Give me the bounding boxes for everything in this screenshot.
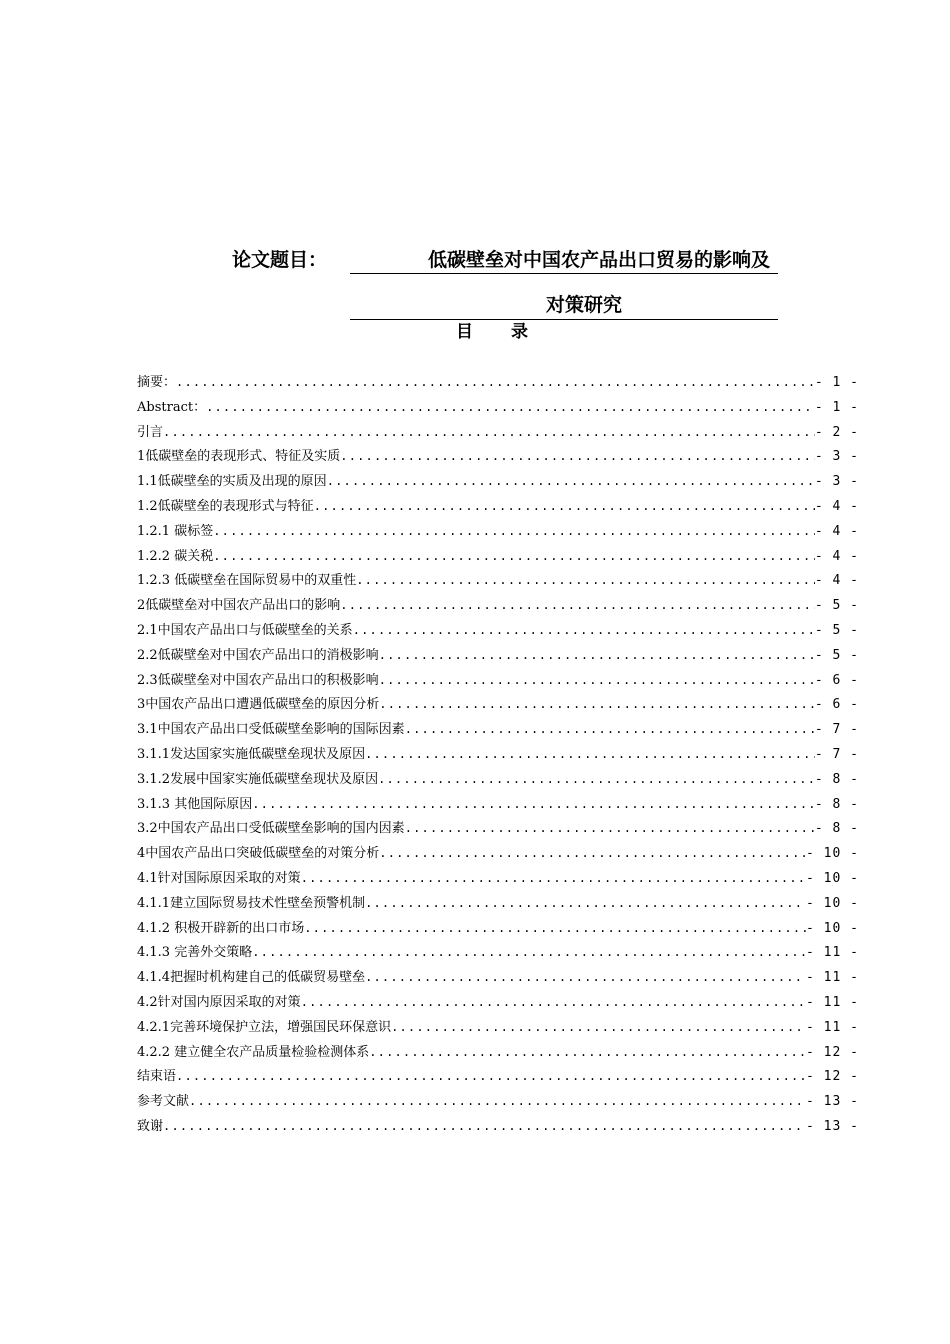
toc-entry-page-number: - 3 - (814, 449, 859, 465)
toc-entry-page-number: - 5 - (814, 622, 859, 638)
toc-entry-page-number: - 11 - (806, 994, 859, 1010)
toc-entry-page-number: - 1 - (814, 399, 859, 415)
toc-entry-page-number: - 13 - (806, 1118, 859, 1134)
toc-dot-leader (405, 717, 815, 742)
toc-entry-page-number: - 12 - (806, 1044, 859, 1060)
toc-entry-title: 结束语 (137, 1069, 177, 1085)
toc-dot-leader (379, 668, 815, 693)
toc-entry-title: 致谢 (137, 1118, 164, 1134)
toc-dot-leader (353, 618, 815, 643)
toc-entry[interactable] (137, 792, 859, 817)
toc-entry-title: 2.3低碳壁垒对中国农产品出口的积极影响 (137, 672, 379, 688)
toc-entry-title: 3.1.1发达国家实施低碳壁垒现状及原因 (137, 746, 366, 762)
toc-entry-page-number: - 6 - (814, 697, 859, 713)
toc-entry-title: 参考文献 (137, 1094, 190, 1110)
toc-entry[interactable] (137, 444, 859, 469)
toc-entry-page-number: - 1 - (814, 375, 859, 390)
toc-dot-leader (252, 940, 806, 965)
toc-entry-page-number: - 12 - (806, 1069, 859, 1085)
toc-entry[interactable] (137, 668, 859, 693)
toc-entry[interactable] (137, 395, 859, 420)
toc-dot-leader (163, 1114, 806, 1139)
toc-entry-page-number: - 10 - (806, 870, 859, 886)
toc-dot-leader (405, 816, 815, 841)
toc-dot-leader (176, 1064, 806, 1089)
toc-entry-page-number: - 11 - (806, 945, 859, 961)
toc-entry-title: 1.2.1 碳标签 (137, 523, 214, 539)
toc-dot-leader (340, 593, 815, 618)
toc-dot-leader (301, 866, 806, 891)
toc-dot-leader (369, 1040, 806, 1065)
toc-dot-leader (213, 519, 815, 544)
toc-entry[interactable] (137, 420, 859, 445)
toc-entry-page-number: - 13 - (806, 1094, 859, 1110)
toc-entry-page-number: - 10 - (806, 846, 859, 862)
toc-entry-page-number: - 4 - (814, 573, 859, 589)
toc-entry[interactable] (137, 544, 859, 569)
toc-dot-leader (314, 494, 815, 519)
toc-entry[interactable] (137, 816, 859, 841)
thesis-title-line-1: 低碳壁垒对中国农产品出口贸易的影响及 (350, 246, 778, 274)
toc-entry-title: 2低碳壁垒对中国农产品出口的影响 (137, 598, 341, 614)
toc-entry-title: 2.1中国农产品出口与低碳壁垒的关系 (137, 622, 353, 638)
thesis-title-line-2: 对策研究 (350, 290, 778, 320)
toc-entry-page-number: - 5 - (814, 647, 859, 663)
toc-entry[interactable] (137, 519, 859, 544)
thesis-title-label: 论文题目： (232, 249, 328, 271)
toc-dot-leader (327, 469, 815, 494)
toc-entry-page-number: - 4 - (814, 523, 859, 539)
toc-entry-title: 4.1.1建立国际贸易技术性壁垒预警机制 (137, 895, 366, 911)
toc-entry[interactable] (137, 469, 859, 494)
toc-entry[interactable] (137, 990, 859, 1015)
toc-entry-page-number: - 10 - (806, 920, 859, 936)
toc-dot-leader (189, 1089, 806, 1114)
toc-entry[interactable] (137, 618, 859, 643)
table-of-contents (137, 370, 859, 1139)
toc-entry[interactable] (137, 717, 859, 742)
toc-entry-page-number: - 8 - (814, 771, 859, 787)
toc-entry-title: 3中国农产品出口遭遇低碳壁垒的原因分析 (137, 697, 380, 713)
toc-dot-leader (365, 965, 806, 990)
toc-entry-page-number: - 6 - (814, 672, 859, 688)
toc-entry-title: 3.1.3 其他国际原因 (137, 796, 253, 812)
toc-entry[interactable] (137, 866, 859, 891)
toc-entry-title: 3.1.2发展中国家实施低碳壁垒现状及原因 (137, 771, 379, 787)
toc-entry-page-number: - 2 - (814, 424, 859, 440)
toc-entry-page-number: - 5 - (814, 598, 859, 614)
toc-entry[interactable] (137, 692, 859, 717)
toc-dot-leader (378, 767, 815, 792)
toc-entry-title: 1.2低碳壁垒的表现形式与特征 (137, 498, 314, 514)
toc-entry-page-number: - 3 - (814, 474, 859, 490)
toc-dot-leader (356, 568, 815, 593)
toc-entry-page-number: - 10 - (806, 895, 859, 911)
toc-entry[interactable] (137, 370, 859, 395)
toc-entry-title: 4.2针对国内原因采取的对策 (137, 994, 301, 1010)
toc-entry-title: 4.1.3 完善外交策略 (137, 945, 253, 961)
toc-entry-page-number: - 11 - (806, 970, 859, 986)
toc-entry[interactable] (137, 965, 859, 990)
toc-entry[interactable] (137, 940, 859, 965)
toc-entry-title: 3.2中国农产品出口受低碳壁垒影响的国内因素 (137, 821, 405, 837)
toc-entry-title: 3.1中国农产品出口受低碳壁垒影响的国际因素 (137, 722, 405, 738)
toc-dot-leader (206, 395, 815, 420)
toc-entry[interactable] (137, 1064, 859, 1089)
toc-entry[interactable] (137, 767, 859, 792)
toc-entry[interactable] (137, 1089, 859, 1114)
toc-entry-title: 4.1针对国际原因采取的对策 (137, 870, 301, 886)
toc-dot-leader (301, 990, 806, 1015)
toc-entry[interactable] (137, 1114, 859, 1139)
toc-dot-leader (365, 742, 815, 767)
toc-dot-leader (252, 792, 815, 817)
toc-entry[interactable] (137, 916, 859, 941)
toc-entry-title: 4.1.2 积极开辟新的出口市场 (137, 920, 305, 936)
toc-entry-page-number: - 7 - (814, 746, 859, 762)
toc-entry-page-number: - 4 - (814, 498, 859, 514)
toc-entry[interactable] (137, 841, 859, 866)
toc-dot-leader (379, 643, 815, 668)
toc-entry-title: Abstract： (137, 399, 207, 415)
toc-dot-leader (391, 1015, 806, 1040)
toc-entry[interactable] (137, 643, 859, 668)
toc-entry-title: 引言 (137, 424, 164, 440)
toc-dot-leader (340, 444, 815, 469)
toc-dot-leader (365, 891, 806, 916)
toc-entry-title: 1.1低碳壁垒的实质及出现的原因 (137, 474, 327, 490)
toc-dot-leader (304, 916, 806, 941)
toc-entry[interactable] (137, 891, 859, 916)
toc-entry-title: 4中国农产品出口突破低碳壁垒的对策分析 (137, 846, 380, 862)
toc-entry-page-number: - 8 - (814, 796, 859, 812)
toc-entry-title: 1.2.3 低碳壁垒在国际贸易中的双重性 (137, 573, 357, 589)
toc-entry[interactable] (137, 1040, 859, 1065)
toc-entry-title: 2.2低碳壁垒对中国农产品出口的消极影响 (137, 647, 379, 663)
toc-dot-leader (379, 692, 815, 717)
toc-entry-title: 4.1.4把握时机构建自己的低碳贸易壁垒 (137, 970, 366, 986)
toc-entry[interactable] (137, 593, 859, 618)
toc-entry-title: 摘要： (137, 375, 177, 390)
toc-dot-leader (213, 544, 815, 569)
toc-entry-title: 1低碳壁垒的表现形式、特征及实质 (137, 449, 341, 465)
toc-entry-page-number: - 11 - (806, 1019, 859, 1035)
toc-entry-title: 4.2.1完善环境保护立法，增强国民环保意识 (137, 1019, 392, 1035)
toc-entry[interactable] (137, 568, 859, 593)
toc-entry[interactable] (137, 1015, 859, 1040)
toc-entry[interactable] (137, 494, 859, 519)
toc-dot-leader (163, 420, 815, 445)
toc-entry-page-number: - 8 - (814, 821, 859, 837)
toc-entry-page-number: - 7 - (814, 722, 859, 738)
toc-dot-leader (379, 841, 806, 866)
toc-dot-leader (176, 370, 815, 395)
toc-entry-page-number: - 4 - (814, 548, 859, 564)
toc-entry-title: 4.2.2 建立健全农产品质量检验检测体系 (137, 1044, 370, 1060)
toc-entry[interactable] (137, 742, 859, 767)
toc-heading: 目 录 (456, 322, 544, 342)
toc-entry-title: 1.2.2 碳关税 (137, 548, 214, 564)
